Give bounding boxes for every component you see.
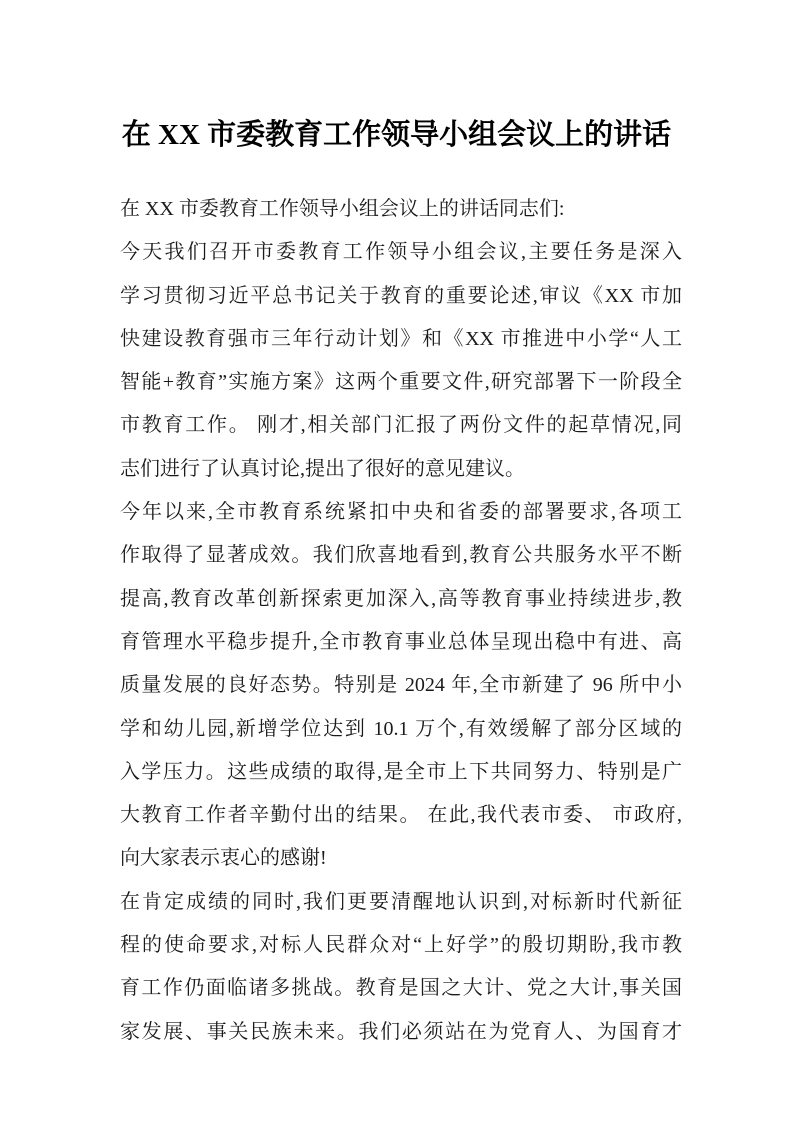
text-line: 质量发展的良好态势。特别是 2024 年,全市新建了 96 所中小 <box>120 674 682 697</box>
text-line: 学习贯彻习近平总书记关于教育的重要论述,审议《XX 市加 <box>120 284 682 307</box>
text-line: 志们进行了认真讨论,提出了很好的意见建议。 <box>120 457 525 480</box>
text-line: 快建设教育强市三年行动计划》和《XX 市推进中小学“人工 <box>120 327 682 350</box>
text-line: 在 XX 市委教育工作领导小组会议上的讲话同志们: <box>120 198 565 220</box>
text-line: 家发展、事关民族未来。我们必须站在为党育人、为国育才 <box>120 1020 682 1043</box>
text-line: 今年以来,全市教育系统紧扣中央和省委的部署要求,各项工 <box>120 501 682 524</box>
text-line: 在肯定成绩的同时,我们更要清醒地认识到,对标新时代新征 <box>120 890 682 913</box>
text-line: 智能+教育”实施方案》这两个重要文件,研究部署下一阶段全 <box>120 371 682 394</box>
text-line: 向大家表示衷心的感谢! <box>120 847 327 870</box>
text-line: 入学压力。这些成绩的取得,是全市上下共同努力、特别是广 <box>120 760 682 783</box>
paragraph <box>120 881 682 1054</box>
text-line: 市教育工作。 刚才,相关部门汇报了两份文件的起草情况,同 <box>120 414 682 437</box>
text-line: 大教育工作者辛勤付出的结果。 在此,我代表市委、 市政府, <box>120 804 682 827</box>
document-title: 在 XX 市委教育工作领导小组会议上的讲话 <box>121 119 672 151</box>
document-body <box>120 188 682 1054</box>
paragraph <box>120 231 682 491</box>
paragraph <box>120 491 682 881</box>
text-line: 育工作仍面临诸多挑战。教育是国之大计、党之大计,事关国 <box>120 977 682 1000</box>
text-line: 程的使命要求,对标人民群众对“上好学”的殷切期盼,我市教 <box>120 934 682 957</box>
text-line: 学和幼儿园,新增学位达到 10.1 万个,有效缓解了部分区域的 <box>120 717 682 740</box>
text-line: 提高,教育改革创新探索更加深入,高等教育事业持续进步,教 <box>120 587 682 610</box>
paragraph <box>120 188 682 231</box>
text-line: 今天我们召开市委教育工作领导小组会议,主要任务是深入 <box>120 241 682 264</box>
text-line: 育管理水平稳步提升,全市教育事业总体呈现出稳中有进、高 <box>120 630 682 653</box>
text-line: 作取得了显著成效。我们欣喜地看到,教育公共服务水平不断 <box>120 544 682 567</box>
